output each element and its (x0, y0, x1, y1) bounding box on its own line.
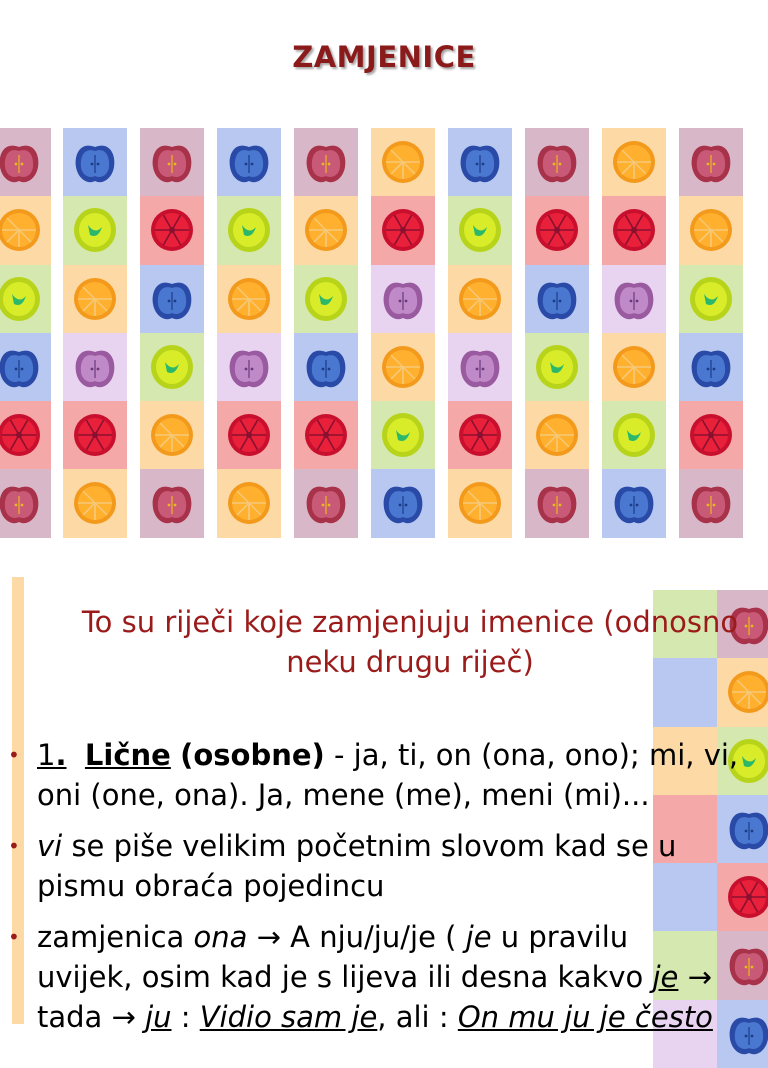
intro-line-1: To su riječi koje zamjenjuju imenice (odnosno (81, 605, 739, 639)
term-ona: ona (193, 920, 248, 954)
bullet-dot: • (8, 743, 20, 767)
bullet-dot: • (8, 834, 20, 858)
apple-blue-icon (688, 342, 734, 392)
fruit-tile-orange (679, 196, 743, 264)
fruit-tile-grapefruit-red (63, 401, 127, 469)
orange-icon (380, 342, 426, 392)
apple-purple-icon (611, 274, 657, 324)
grapefruit-red-icon (534, 205, 580, 255)
apple-blue-icon (534, 274, 580, 324)
bullet-3-text: zamjenica (37, 920, 194, 954)
term-je: je (465, 920, 492, 954)
fruit-tile-kiwi-yellow (140, 333, 204, 401)
apple-blue-icon (457, 137, 503, 187)
fruit-column-5 (294, 128, 358, 538)
fruit-tile-kiwi-yellow (0, 265, 51, 333)
fruit-tile-grapefruit-red (371, 196, 435, 264)
apple-pink-icon (0, 478, 42, 528)
fruit-tile-grapefruit-red (602, 196, 666, 264)
orange-icon (611, 342, 657, 392)
bullet-1-line-2: oni (one, ona). Ja, mene (me), meni (mi)... (37, 778, 650, 812)
kiwi-yellow-icon (380, 410, 426, 460)
apple-blue-icon (149, 274, 195, 324)
fruit-tile-orange (140, 401, 204, 469)
orange-icon (72, 274, 118, 324)
orange-icon (72, 478, 118, 528)
term-vi: vi (37, 829, 63, 863)
kiwi-yellow-icon (457, 205, 503, 255)
fruit-tile-kiwi-yellow (679, 265, 743, 333)
fruit-grid-image (0, 128, 768, 538)
fruit-tile-grapefruit-red (525, 196, 589, 264)
apple-pink-icon (688, 478, 734, 528)
fruit-tile-apple-blue (140, 265, 204, 333)
bullet-2-text: se piše velikim početnim slovom kad se u (62, 829, 677, 863)
apple-blue-icon (380, 478, 426, 528)
apple-purple-icon (226, 342, 272, 392)
fruit-tile-apple-purple (448, 333, 512, 401)
fruit-tile-apple-blue (602, 469, 666, 537)
orange-icon (688, 205, 734, 255)
fruit-tile-apple-pink (679, 469, 743, 537)
kiwi-yellow-icon (226, 205, 272, 255)
fruit-tile-kiwi-yellow (448, 196, 512, 264)
page-title: ZAMJENICE (292, 40, 476, 74)
fruit-tile-apple-blue (448, 128, 512, 196)
grapefruit-red-icon (380, 205, 426, 255)
kiwi-yellow-icon (0, 274, 42, 324)
fruit-tile-kiwi-yellow (602, 401, 666, 469)
fruit-tile-apple-pink (294, 469, 358, 537)
arrow-text: → A nju/ju/je ( (247, 920, 466, 954)
fruit-tile-orange (602, 128, 666, 196)
apple-pink-icon (149, 137, 195, 187)
orange-icon (457, 478, 503, 528)
orange-icon (303, 205, 349, 255)
apple-blue-icon (0, 342, 42, 392)
apple-pink-icon (149, 478, 195, 528)
fruit-tile-orange (448, 265, 512, 333)
fruit-tile-kiwi-yellow (217, 196, 281, 264)
grapefruit-red-icon (611, 205, 657, 255)
fruit-tile-orange (448, 469, 512, 537)
fruit-tile-apple-purple (371, 265, 435, 333)
fruit-tile-kiwi-yellow (371, 401, 435, 469)
bullet-3-ali: , ali : (377, 1000, 458, 1034)
intro-text (40, 602, 768, 682)
fruit-tile-grapefruit-red (448, 401, 512, 469)
grapefruit-red-icon (457, 410, 503, 460)
fruit-tile-grapefruit-red (217, 401, 281, 469)
fruit-tile-orange (525, 401, 589, 469)
fruit-tile-grapefruit-red (140, 196, 204, 264)
bullet-3-arrow-2: → (678, 960, 712, 994)
orange-icon (457, 274, 503, 324)
orange-icon (380, 137, 426, 187)
fruit-tile-apple-purple (63, 333, 127, 401)
orange-icon (0, 205, 42, 255)
grapefruit-red-icon (72, 410, 118, 460)
apple-blue-icon (303, 342, 349, 392)
fruit-tile-apple-blue (525, 265, 589, 333)
term-osobne: (osobne) (180, 738, 325, 772)
fruit-tile-apple-blue (63, 128, 127, 196)
fruit-column-2 (63, 128, 127, 538)
fruit-tile-grapefruit-red (294, 401, 358, 469)
fruit-tile-orange (371, 333, 435, 401)
fruit-tile-apple-blue (294, 333, 358, 401)
intro-line-2: neku drugu riječ) (286, 645, 534, 679)
fruit-column-9 (602, 128, 666, 538)
apple-purple-icon (72, 342, 118, 392)
fruit-tile-apple-pink (679, 128, 743, 196)
apple-pink-icon (303, 137, 349, 187)
apple-blue-icon (226, 137, 272, 187)
fruit-tile-apple-pink (294, 128, 358, 196)
orange-icon (611, 137, 657, 187)
bullet-3-line-3: tada → (37, 1000, 146, 1034)
fruit-tile-orange (294, 196, 358, 264)
fruit-column-8 (525, 128, 589, 538)
term-je-2: je (652, 960, 679, 994)
grapefruit-red-icon (0, 410, 42, 460)
fruit-tile-kiwi-yellow (525, 333, 589, 401)
fruit-tile-apple-purple (602, 265, 666, 333)
grapefruit-red-icon (149, 205, 195, 255)
fruit-tile-orange (63, 469, 127, 537)
orange-icon (226, 274, 272, 324)
fruit-tile-orange (63, 265, 127, 333)
fruit-tile-orange (217, 469, 281, 537)
fruit-tile-orange (217, 265, 281, 333)
fruit-tile-apple-pink (525, 128, 589, 196)
fruit-tile-apple-pink (0, 128, 51, 196)
bullet-1-text: - ja, ti, on (ona, ono); mi, vi, (324, 738, 739, 772)
apple-pink-icon (303, 478, 349, 528)
fruit-column-6 (371, 128, 435, 538)
fruit-tile-grapefruit-red (0, 401, 51, 469)
fruit-tile-orange (0, 196, 51, 264)
grapefruit-red-icon (226, 410, 272, 460)
fruit-tile-kiwi-yellow (294, 265, 358, 333)
apple-pink-icon (688, 137, 734, 187)
fruit-tile-apple-blue (217, 128, 281, 196)
term-licne: Lične (84, 738, 171, 772)
fruit-tile-orange (602, 333, 666, 401)
fruit-tile-apple-pink (0, 469, 51, 537)
fruit-column-1 (0, 128, 51, 538)
apple-purple-icon (380, 274, 426, 324)
kiwi-yellow-icon (149, 342, 195, 392)
fruit-tile-apple-blue (371, 469, 435, 537)
fruit-column-3 (140, 128, 204, 538)
fruit-tile-kiwi-yellow (63, 196, 127, 264)
apple-pink-icon (534, 478, 580, 528)
fruit-tile-apple-purple (217, 333, 281, 401)
orange-icon (149, 410, 195, 460)
kiwi-yellow-icon (611, 410, 657, 460)
kiwi-yellow-icon (534, 342, 580, 392)
item-dot: . (55, 738, 67, 772)
fruit-tile-orange (371, 128, 435, 196)
fruit-column-10 (679, 128, 743, 538)
apple-purple-icon (457, 342, 503, 392)
fruit-tile-apple-blue (679, 333, 743, 401)
apple-blue-icon (611, 478, 657, 528)
example-on-mu-ju-je: On mu ju je često (457, 1000, 713, 1034)
example-vidio-sam-je: Vidio sam je (199, 1000, 378, 1034)
fruit-tile-apple-pink (140, 128, 204, 196)
orange-icon (534, 410, 580, 460)
item-number: 1 (37, 738, 56, 772)
kiwi-yellow-icon (688, 274, 734, 324)
fruit-tile-grapefruit-red (679, 401, 743, 469)
bullet-dot: • (8, 925, 20, 949)
fruit-column-7 (448, 128, 512, 538)
grapefruit-red-icon (688, 410, 734, 460)
fruit-column-4 (217, 128, 281, 538)
bullet-3-line-2: uvijek, osim kad je s lijeva ili desna kakvo (37, 960, 653, 994)
bullet-3-text-rest: u pravilu (491, 920, 629, 954)
bullet-2-line-2: pismu obraća pojedincu (37, 869, 385, 903)
fruit-tile-apple-pink (525, 469, 589, 537)
apple-pink-icon (534, 137, 580, 187)
apple-blue-icon (72, 137, 118, 187)
fruit-tile-apple-pink (140, 469, 204, 537)
bullet-3-sep: : (171, 1000, 200, 1034)
kiwi-yellow-icon (303, 274, 349, 324)
fruit-tile-apple-blue (0, 333, 51, 401)
term-ju: ju (145, 1000, 172, 1034)
apple-pink-icon (0, 137, 42, 187)
kiwi-yellow-icon (72, 205, 118, 255)
orange-icon (226, 478, 272, 528)
grapefruit-red-icon (303, 410, 349, 460)
